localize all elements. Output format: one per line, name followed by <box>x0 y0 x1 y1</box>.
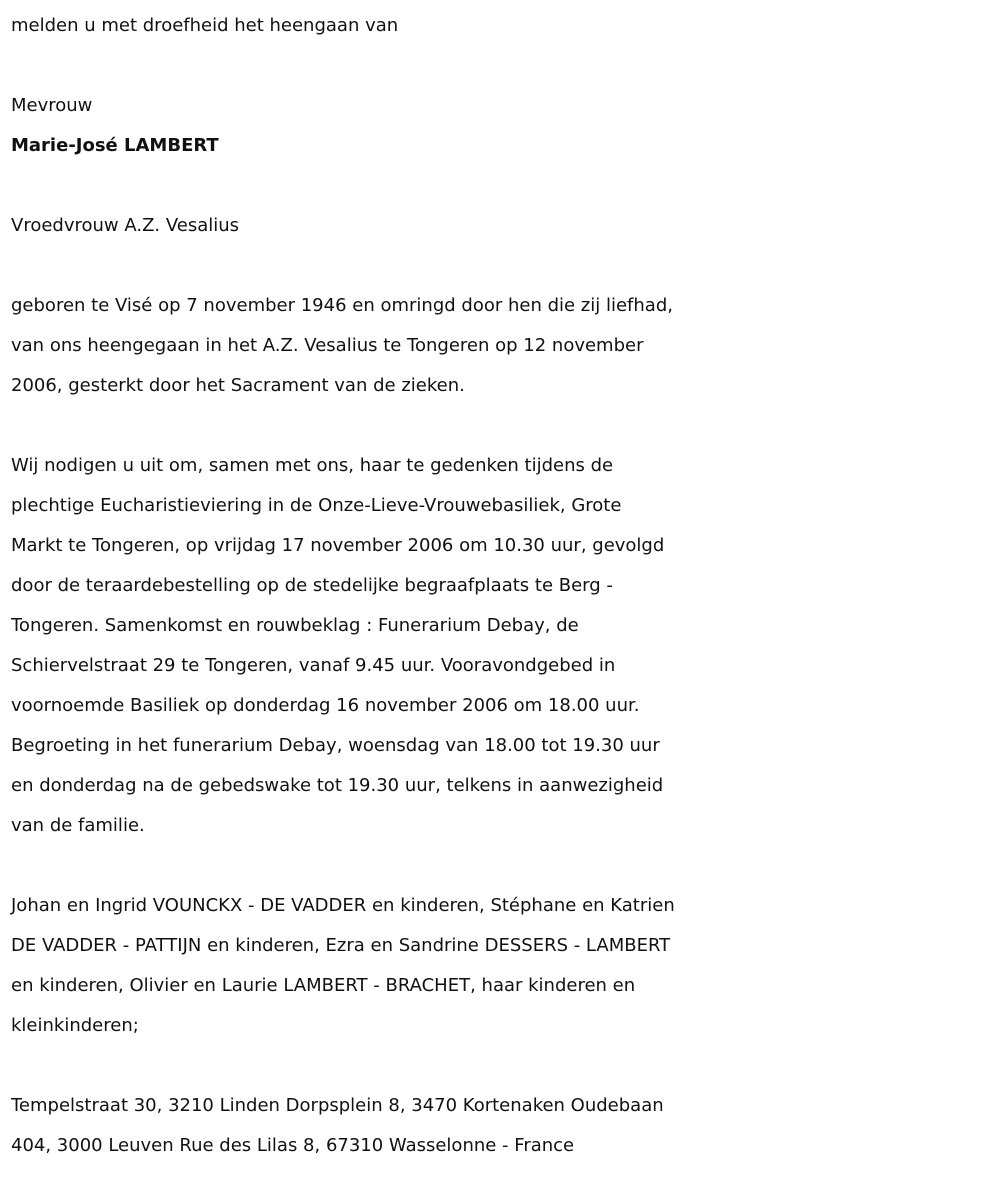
paragraph-line: van ons heengegaan in het A.Z. Vesalius te Tongeren op 12 november <box>11 335 644 356</box>
spacer <box>11 46 996 86</box>
deceased-name: Marie-José LAMBERT <box>11 135 219 156</box>
obituary-document <box>11 0 996 1166</box>
spacer <box>11 406 996 446</box>
paragraph-line: geboren te Visé op 7 november 1946 en omringd door hen die zij liefhad, <box>11 295 673 316</box>
intro-line: melden u met droefheid het heengaan van <box>11 15 399 36</box>
paragraph-line: Johan en Ingrid VOUNCKX - DE VADDER en kinderen, Stéphane en Katrien <box>11 895 675 916</box>
occupation: Vroedvrouw A.Z. Vesalius <box>11 215 240 236</box>
paragraph-line: 2006, gesterkt door het Sacrament van de zieken. <box>11 375 465 396</box>
spacer <box>11 166 996 206</box>
birth-paragraph <box>11 286 996 406</box>
paragraph-line: Tempelstraat 30, 3210 Linden Dorpsplein 8, 3470 Kortenaken Oudebaan <box>11 1095 664 1116</box>
address-paragraph <box>11 1086 996 1166</box>
paragraph-line: Markt te Tongeren, op vrijdag 17 november 2006 om 10.30 uur, gevolgd <box>11 535 665 556</box>
paragraph-line: door de teraardebestelling op de stedelijke begraafplaats te Berg - <box>11 575 613 596</box>
ceremony-paragraph <box>11 446 996 846</box>
spacer <box>11 846 996 886</box>
paragraph-line: plechtige Eucharistieviering in de Onze-Lieve-Vrouwebasiliek, Grote <box>11 495 622 516</box>
paragraph-line: Tongeren. Samenkomst en rouwbeklag : Funerarium Debay, de <box>11 615 579 636</box>
paragraph-line: kleinkinderen; <box>11 1015 139 1036</box>
paragraph-line: en donderdag na de gebedswake tot 19.30 uur, telkens in aanwezigheid <box>11 775 664 796</box>
paragraph-line: DE VADDER - PATTIJN en kinderen, Ezra en Sandrine DESSERS - LAMBERT <box>11 935 671 956</box>
paragraph-line: en kinderen, Olivier en Laurie LAMBERT - BRACHET, haar kinderen en <box>11 975 636 996</box>
spacer <box>11 246 996 286</box>
paragraph-line: Schiervelstraat 29 te Tongeren, vanaf 9.45 uur. Vooravondgebed in <box>11 655 616 676</box>
spacer <box>11 1046 996 1086</box>
paragraph-line: Wij nodigen u uit om, samen met ons, haar te gedenken tijdens de <box>11 455 614 476</box>
family-paragraph <box>11 886 996 1046</box>
paragraph-line: 404, 3000 Leuven Rue des Lilas 8, 67310 Wasselonne - France <box>11 1135 575 1156</box>
paragraph-line: voornoemde Basiliek op donderdag 16 november 2006 om 18.00 uur. <box>11 695 640 716</box>
paragraph-line: van de familie. <box>11 815 145 836</box>
paragraph-line: Begroeting in het funerarium Debay, woensdag van 18.00 tot 19.30 uur <box>11 735 660 756</box>
title-word: Mevrouw <box>11 95 93 116</box>
